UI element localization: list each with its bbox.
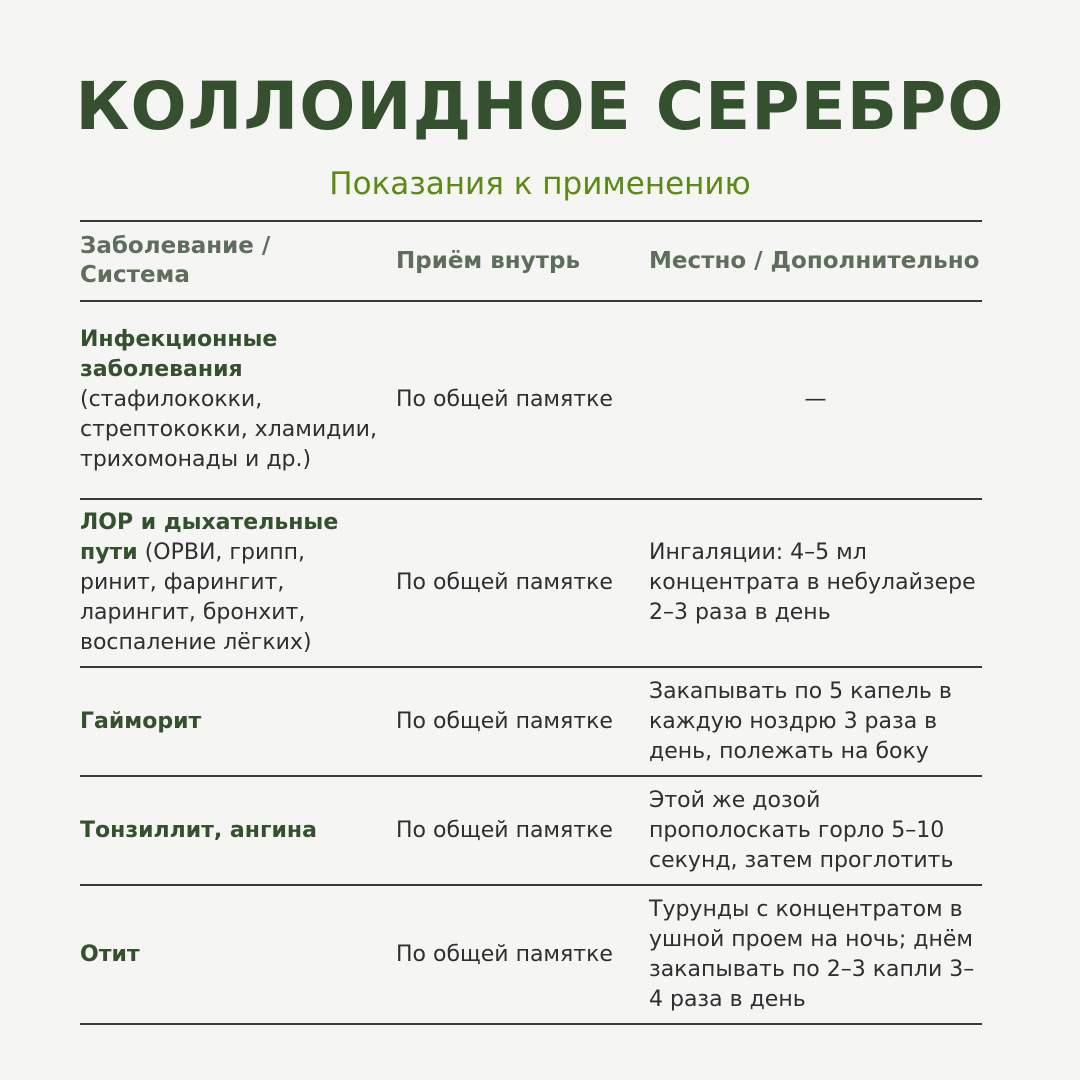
- table-row: [80, 886, 982, 1025]
- header-disease: Заболевание / Система: [80, 233, 271, 288]
- local-cell: Ингаляции: 4–5 мл концентрата в небулайзере 2–3 раза в день: [649, 540, 976, 625]
- table-row: [80, 668, 982, 777]
- disease-details: (ОРВИ, грипп, ринит, фарингит, ларингит, бронхит, воспаление лёгких): [80, 540, 312, 655]
- intake-cell: По общей памятке: [396, 941, 613, 967]
- local-cell: Турунды с концентратом в ушной проем на ночь; днём закапывать по 2–3 капли 3–4 раза в день: [649, 896, 975, 1012]
- disease-name: ЛОР и дыхательные пути: [80, 510, 339, 565]
- disease-cell: [80, 707, 396, 737]
- page-subtitle: Показания к применению: [329, 166, 751, 202]
- header-intake: Приём внутрь: [396, 247, 581, 274]
- page-title: КОЛЛОИДНОЕ СЕРЕБРО: [75, 68, 1005, 145]
- local-cell: Закапывать по 5 капель в каждую ноздрю 3 раза в день, полежать на боку: [649, 678, 952, 764]
- indications-table: [80, 220, 982, 1025]
- intake-cell: По общей памятке: [396, 708, 613, 734]
- header-local: Местно / Дополнительно: [649, 247, 980, 274]
- disease-cell: [80, 508, 396, 658]
- local-cell: —: [804, 387, 827, 412]
- table-row: [80, 500, 982, 668]
- disease-name: Гайморит: [80, 708, 202, 734]
- local-cell: Этой же дозой прополоскать горло 5–10 секунд, затем проглотить: [649, 787, 954, 873]
- table-row: [80, 777, 982, 886]
- disease-name: Инфекционные заболевания: [80, 327, 278, 382]
- disease-name: Тонзиллит, ангина: [80, 817, 317, 843]
- disease-details: (стафилококки, стрептококки, хламидии, трихомонады и др.): [80, 387, 377, 472]
- intake-cell: По общей памятке: [396, 570, 613, 595]
- table-header-row: [80, 222, 982, 302]
- disease-cell: [80, 325, 396, 475]
- disease-cell: [80, 940, 396, 970]
- table-row: [80, 302, 982, 500]
- intake-cell: По общей памятке: [396, 387, 613, 412]
- intake-cell: По общей памятке: [396, 817, 613, 843]
- disease-name: Отит: [80, 941, 140, 967]
- disease-cell: [80, 816, 396, 846]
